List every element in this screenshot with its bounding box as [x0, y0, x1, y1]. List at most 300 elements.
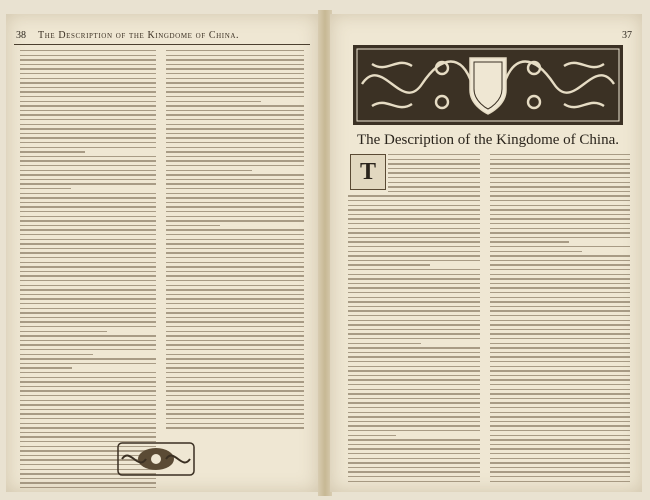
text-line: [490, 200, 630, 201]
text-line: [20, 321, 156, 322]
text-line: [490, 407, 630, 408]
text-line: [20, 418, 156, 419]
text-line: [166, 73, 304, 74]
text-line: [490, 324, 630, 325]
text-line: [348, 315, 480, 316]
text-line: [20, 285, 156, 286]
text-line: [20, 372, 156, 373]
text-line: [20, 289, 156, 290]
text-line: [20, 340, 156, 341]
text-line: [490, 209, 630, 210]
text-line: [20, 50, 156, 51]
text-line: [490, 384, 630, 385]
text-line: [490, 168, 630, 169]
text-line: [348, 425, 480, 426]
text-line: [490, 177, 630, 178]
text-line: [20, 413, 156, 414]
text-line: [166, 78, 304, 79]
text-line: [166, 427, 304, 428]
text-line: [348, 439, 480, 440]
text-line: [166, 55, 304, 56]
text-line: [20, 243, 156, 244]
text-line: [490, 389, 630, 390]
text-line: [20, 91, 156, 92]
text-line: [490, 439, 630, 440]
text-line: [348, 306, 480, 307]
text-line: [166, 234, 304, 235]
text-line: [490, 370, 630, 371]
text-line: [20, 390, 156, 391]
text-line: [166, 188, 304, 189]
text-line: [348, 366, 480, 367]
text-line: [348, 343, 421, 344]
text-line: [490, 297, 630, 298]
text-line: [20, 298, 156, 299]
text-line: [348, 347, 480, 348]
text-line: [166, 156, 304, 157]
text-line: [166, 321, 304, 322]
text-line: [20, 354, 93, 355]
text-line: [166, 317, 304, 318]
text-line: [20, 482, 156, 483]
text-line: [20, 225, 156, 226]
text-line: [348, 481, 480, 482]
text-line: [490, 425, 630, 426]
text-line: [166, 363, 304, 364]
text-line: [166, 151, 304, 152]
text-line: [388, 182, 480, 183]
text-line: [166, 64, 304, 65]
text-line: [166, 298, 304, 299]
text-line: [348, 333, 480, 334]
text-line: [388, 163, 480, 164]
text-line: [348, 448, 480, 449]
text-line: [348, 384, 480, 385]
text-line: [20, 156, 156, 157]
text-line: [20, 400, 156, 401]
right-column-2-text: [490, 154, 630, 484]
text-line: [20, 229, 156, 230]
text-line: [490, 306, 630, 307]
right-column-1-text: [348, 154, 480, 484]
text-line: [388, 159, 480, 160]
text-line: [166, 206, 304, 207]
text-line: [388, 154, 480, 155]
text-line: [166, 344, 304, 345]
text-line: [490, 421, 630, 422]
text-line: [348, 264, 430, 265]
text-line: [490, 393, 630, 394]
text-line: [348, 324, 480, 325]
text-line: [490, 172, 630, 173]
text-line: [20, 404, 156, 405]
text-line: [348, 370, 480, 371]
text-line: [490, 232, 630, 233]
text-line: [20, 331, 107, 332]
text-line: [20, 239, 156, 240]
text-line: [20, 395, 156, 396]
text-line: [166, 423, 304, 424]
text-line: [490, 278, 630, 279]
text-line: [348, 352, 480, 353]
text-line: [348, 292, 480, 293]
text-line: [166, 331, 304, 332]
text-line: [490, 352, 630, 353]
text-line: [166, 110, 304, 111]
text-line: [348, 200, 480, 201]
text-line: [490, 361, 630, 362]
text-line: [20, 73, 156, 74]
text-line: [20, 262, 156, 263]
text-line: [166, 312, 304, 313]
head-rule: [14, 44, 310, 45]
text-line: [20, 160, 156, 161]
text-line: [348, 228, 480, 229]
text-line: [490, 467, 630, 468]
text-line: [490, 283, 630, 284]
text-line: [20, 174, 156, 175]
text-line: [20, 326, 156, 327]
text-line: [490, 251, 582, 252]
text-line: [20, 303, 156, 304]
text-line: [20, 344, 156, 345]
text-line: [490, 255, 630, 256]
text-line: [20, 202, 156, 203]
text-line: [20, 252, 156, 253]
text-line: [20, 87, 156, 88]
text-line: [166, 243, 304, 244]
text-line: [490, 301, 630, 302]
text-line: [348, 393, 480, 394]
text-line: [166, 225, 220, 226]
text-line: [20, 312, 156, 313]
text-line: [348, 458, 480, 459]
text-line: [166, 358, 304, 359]
headpiece-ornament-icon: [352, 44, 624, 126]
text-line: [490, 347, 630, 348]
text-line: [20, 64, 156, 65]
text-line: [388, 172, 480, 173]
text-line: [20, 114, 156, 115]
drop-cap: T: [350, 154, 386, 190]
text-line: [20, 308, 156, 309]
text-line: [490, 471, 630, 472]
text-line: [490, 260, 630, 261]
text-line: [166, 372, 304, 373]
text-line: [166, 114, 304, 115]
text-line: [20, 133, 156, 134]
left-column-1-text: [20, 50, 156, 490]
text-line: [166, 294, 304, 295]
text-line: [20, 165, 156, 166]
text-line: [20, 349, 156, 350]
text-line: [20, 188, 71, 189]
text-line: [348, 274, 480, 275]
text-line: [348, 402, 480, 403]
text-line: [348, 467, 480, 468]
text-line: [166, 124, 304, 125]
text-line: [166, 386, 304, 387]
text-line: [490, 481, 630, 482]
right-page-number: 37: [622, 30, 632, 41]
tailpiece-ornament-icon: [116, 439, 196, 479]
text-line: [166, 59, 304, 60]
text-line: [166, 271, 304, 272]
text-line: [166, 418, 304, 419]
text-line: [20, 55, 156, 56]
text-line: [166, 105, 304, 106]
text-line: [490, 329, 630, 330]
text-line: [348, 476, 480, 477]
text-line: [348, 444, 480, 445]
text-line: [166, 96, 304, 97]
text-line: [166, 349, 304, 350]
text-line: [388, 186, 480, 187]
text-line: [20, 124, 156, 125]
text-line: [166, 262, 304, 263]
text-line: [166, 82, 304, 83]
text-line: [166, 179, 304, 180]
text-line: [20, 59, 156, 60]
text-line: [166, 409, 304, 410]
text-line: [348, 237, 480, 238]
text-line: [166, 142, 304, 143]
text-line: [166, 354, 304, 355]
text-line: [166, 285, 304, 286]
text-line: [348, 375, 480, 376]
text-line: [490, 159, 630, 160]
text-line: [166, 275, 304, 276]
text-line: [490, 195, 630, 196]
text-line: [20, 363, 156, 364]
text-line: [20, 119, 156, 120]
text-line: [388, 168, 480, 169]
text-line: [348, 416, 480, 417]
text-line: [348, 361, 480, 362]
text-line: [20, 280, 156, 281]
text-line: [166, 202, 304, 203]
text-line: [490, 246, 630, 247]
text-line: [490, 458, 630, 459]
text-line: [166, 340, 304, 341]
text-line: [490, 333, 630, 334]
text-line: [166, 91, 304, 92]
text-line: [20, 423, 156, 424]
text-line: [490, 453, 630, 454]
text-line: [348, 379, 480, 380]
text-line: [348, 421, 480, 422]
text-line: [348, 430, 480, 431]
text-line: [348, 269, 480, 270]
text-line: [20, 147, 156, 148]
text-line: [348, 260, 480, 261]
text-line: [20, 432, 156, 433]
text-line: [348, 453, 480, 454]
left-page: [6, 14, 318, 492]
text-line: [348, 338, 480, 339]
text-line: [490, 416, 630, 417]
left-page-number: 38: [16, 30, 26, 41]
text-line: [348, 232, 480, 233]
text-line: [348, 389, 480, 390]
text-line: [348, 209, 480, 210]
text-line: [348, 218, 480, 219]
text-line: [490, 375, 630, 376]
text-line: [20, 78, 156, 79]
text-line: [166, 377, 304, 378]
text-line: [490, 163, 630, 164]
text-line: [20, 266, 156, 267]
text-line: [490, 287, 630, 288]
text-line: [166, 303, 304, 304]
text-line: [348, 398, 480, 399]
text-line: [20, 381, 156, 382]
text-line: [20, 248, 156, 249]
text-line: [20, 377, 156, 378]
text-line: [166, 280, 304, 281]
text-line: [166, 68, 304, 69]
text-line: [348, 471, 480, 472]
text-line: [20, 358, 156, 359]
text-line: [388, 191, 480, 192]
text-line: [20, 294, 156, 295]
text-line: [348, 412, 480, 413]
text-line: [20, 183, 156, 184]
text-line: [166, 229, 304, 230]
text-line: [166, 266, 304, 267]
text-line: [166, 137, 304, 138]
text-line: [166, 101, 261, 102]
text-line: [20, 101, 156, 102]
text-line: [490, 264, 630, 265]
text-line: [490, 430, 630, 431]
text-line: [490, 356, 630, 357]
text-line: [20, 487, 156, 488]
text-line: [490, 205, 630, 206]
text-line: [490, 412, 630, 413]
text-line: [166, 160, 304, 161]
text-line: [20, 271, 156, 272]
text-line: [166, 308, 304, 309]
text-line: [20, 96, 156, 97]
text-line: [490, 218, 630, 219]
text-line: [166, 165, 304, 166]
text-line: [490, 154, 630, 155]
text-line: [20, 257, 156, 258]
text-line: [166, 211, 304, 212]
text-line: [166, 252, 304, 253]
text-line: [166, 335, 304, 336]
text-line: [20, 68, 156, 69]
text-line: [348, 223, 480, 224]
text-line: [348, 205, 480, 206]
text-line: [20, 275, 156, 276]
text-line: [166, 413, 304, 414]
text-line: [166, 326, 304, 327]
text-line: [20, 409, 156, 410]
text-line: [20, 317, 156, 318]
text-line: [20, 386, 156, 387]
text-line: [20, 193, 156, 194]
text-line: [490, 228, 630, 229]
text-line: [166, 197, 304, 198]
text-line: [490, 379, 630, 380]
text-line: [166, 381, 304, 382]
text-line: [490, 269, 630, 270]
text-line: [490, 214, 630, 215]
text-line: [490, 186, 630, 187]
text-line: [348, 283, 480, 284]
text-line: [348, 435, 396, 436]
text-line: [348, 246, 480, 247]
text-line: [166, 239, 304, 240]
text-line: [166, 193, 304, 194]
text-line: [20, 170, 156, 171]
text-line: [490, 444, 630, 445]
text-line: [348, 297, 480, 298]
text-line: [490, 320, 630, 321]
text-line: [348, 462, 480, 463]
text-line: [20, 436, 156, 437]
text-line: [20, 234, 156, 235]
text-line: [20, 197, 156, 198]
right-page: [330, 14, 642, 492]
text-line: [490, 237, 630, 238]
text-line: [166, 400, 304, 401]
text-line: [20, 179, 156, 180]
text-line: [166, 248, 304, 249]
text-line: [20, 110, 156, 111]
text-line: [490, 366, 630, 367]
text-line: [166, 367, 304, 368]
text-line: [348, 287, 480, 288]
page-title: The Description of the Kingdome of China.: [356, 132, 620, 148]
text-line: [166, 133, 304, 134]
text-line: [166, 395, 304, 396]
text-line: [20, 220, 156, 221]
text-line: [348, 278, 480, 279]
text-line: [20, 335, 156, 336]
text-line: [20, 137, 156, 138]
text-line: [166, 170, 252, 171]
text-line: [490, 182, 630, 183]
text-line: [20, 128, 156, 129]
text-line: [348, 241, 480, 242]
text-line: [166, 404, 304, 405]
text-line: [166, 128, 304, 129]
text-line: [20, 211, 156, 212]
text-line: [490, 241, 569, 242]
text-line: [348, 195, 480, 196]
text-line: [166, 289, 304, 290]
text-line: [490, 191, 630, 192]
text-line: [490, 292, 630, 293]
text-line: [166, 216, 304, 217]
text-line: [166, 119, 304, 120]
text-line: [348, 214, 480, 215]
text-line: [166, 50, 304, 51]
text-line: [490, 476, 630, 477]
text-line: [166, 174, 304, 175]
text-line: [20, 206, 156, 207]
text-line: [490, 435, 630, 436]
text-line: [490, 315, 630, 316]
text-line: [490, 448, 630, 449]
text-line: [166, 87, 304, 88]
text-line: [20, 367, 72, 368]
text-line: [166, 220, 304, 221]
left-column-2-text: [166, 50, 304, 490]
